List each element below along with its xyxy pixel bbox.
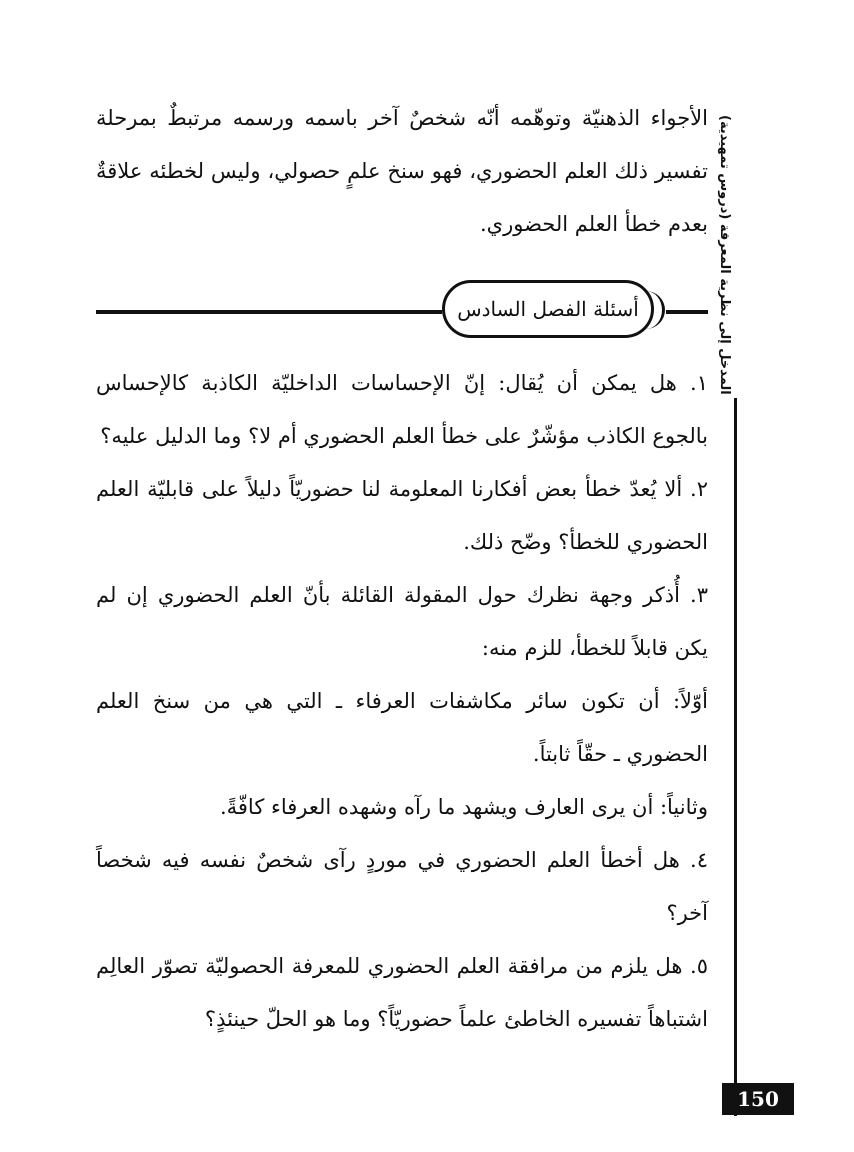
question-3: ٣. أُذكر وجهة نظرك حول المقولة القائلة بأنّ العلم الحضوري إن لم يكن قابلاً للخطأ، للزم منه: — [96, 583, 708, 660]
question-4: ٤. هل أخطأ العلم الحضوري في موردٍ رآى شخصٌ نفسه فيه شخصاً آخر؟ — [96, 848, 708, 925]
section-rule-left — [96, 310, 442, 314]
intro-paragraph — [96, 92, 708, 251]
question-2: ٢. ألا يُعدّ خطأ بعض أفكارنا المعلومة لنا حضوريّاً دليلاً على قابليّة العلم الحضوري للخطأ؟ وضّح ذلك. — [96, 477, 708, 554]
page-number: 150 — [722, 1083, 794, 1115]
running-header: المدخل إلى نظرية المعرفة (دروس تمهيدية) — [717, 115, 732, 395]
question-3-second: وثانياً: أن يرى العارف ويشهد ما رآه وشهده العرفاء كافّةً. — [219, 795, 708, 819]
intro-text: الأجواء الذهنيّة وتوهّمه أنّه شخصٌ آخر باسمه ورسمه مرتبطٌ بمرحلة تفسير ذلك العلم الحضوري، فهو سنخ علمٍ حصولي، وليس لخطئه علاقةٌ بعدم خطأ العلم الحضوري. — [96, 106, 708, 236]
section-rule-right — [666, 310, 708, 314]
margin-rule — [734, 398, 737, 1116]
section-title: أسئلة الفصل السادس — [442, 280, 654, 338]
question-3-first: أوّلاً: أن تكون سائر مكاشفات العرفاء ـ التي هي من سنخ العلم الحضوري ـ حقّاً ثابتاً. — [96, 689, 708, 766]
questions-list — [96, 357, 708, 1046]
question-1: ١. هل يمكن أن يُقال: إنّ الإحساسات الداخليّة الكاذبة كالإحساس بالجوع الكاذب مؤشّرٌ على خطأ العلم الحضوري أم لا؟ وما الدليل عليه؟ — [96, 371, 708, 448]
question-5: ٥. هل يلزم من مرافقة العلم الحضوري للمعرفة الحصوليّة تصوّر العالِم اشتباهاً تفسيره الخاطئ علماً حضوريّاً؟ وما هو الحلّ حينئذٍ؟ — [96, 954, 708, 1031]
section-header — [96, 280, 708, 342]
